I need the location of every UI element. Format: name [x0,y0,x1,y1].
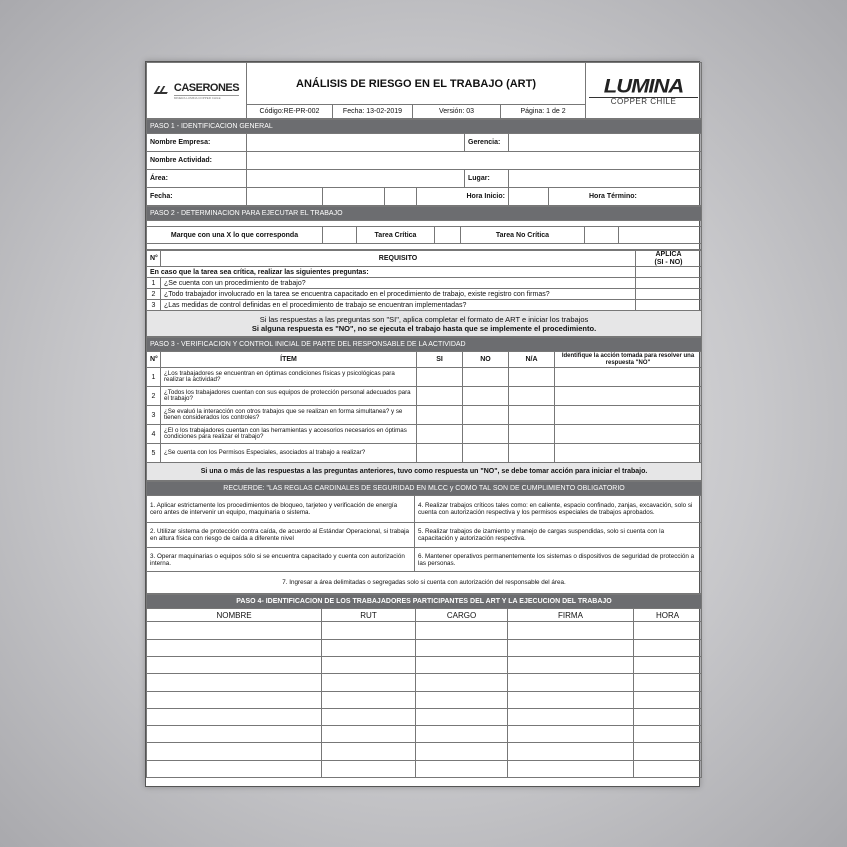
firma-field[interactable] [508,622,634,639]
nombre-empresa-label: Nombre Empresa: [147,134,247,152]
p3-col-si: SI [417,352,463,368]
p3-col-no: NO [463,352,509,368]
requisitos-table [146,250,702,337]
hora-field[interactable] [634,691,702,708]
nombre-field[interactable] [147,760,322,777]
p4-col-nombre: NOMBRE [147,609,322,622]
req-col-n: N° [147,251,161,267]
table-row [147,639,702,656]
paso4-title: PASO 4- IDENTIFICACION DE LOS TRABAJADORES PARTICIPANTES DEL ART Y LA EJECUCION DEL TRABAJO [147,595,702,609]
p4-col-cargo: CARGO [416,609,508,622]
no-field[interactable] [463,406,509,425]
lumina-logo-subtext: COPPER CHILE [589,97,698,106]
area-field[interactable] [247,170,465,188]
fecha-field-1[interactable] [247,188,323,206]
nombre-field[interactable] [147,656,322,673]
table-row: 2 ¿Todo trabajador involucrado en la tarea se encuentra capacitado en el procedimiento de trabajo, existe registro con firmas? [147,289,702,300]
nombre-actividad-field[interactable] [247,152,702,170]
lumina-logo [586,63,702,119]
p3-col-accion: Identifique la acción tomada para resolver una respuesta "NO" [555,352,702,368]
marque-blank [323,227,357,244]
rut-field[interactable] [322,743,416,760]
p4-col-firma: FIRMA [508,609,634,622]
na-field[interactable] [509,406,555,425]
caserones-mark-icon [154,84,172,98]
na-field[interactable] [509,425,555,444]
table-row: 5 ¿Se cuenta con los Permisos Especiales, asociados al trabajo a realizar? [147,444,702,463]
firma-field[interactable] [508,656,634,673]
table-row [147,743,702,760]
paso2-title: PASO 2 - DETERMINACION PARA EJECUTAR EL TRABAJO [147,207,702,221]
hora-field[interactable] [634,708,702,725]
si-field[interactable] [417,406,463,425]
paso1-section [146,119,702,206]
table-row [147,708,702,725]
firma-field[interactable] [508,639,634,656]
art-form-sheet [145,61,700,787]
req-caso-text: En caso que la tarea sea crítica, realizar las siguientes preguntas: [147,267,636,278]
paso3-title: PASO 3 - VERIFICACION Y CONTROL INICIAL DE PARTE DEL RESPONSABLE DE LA ACTIVIDAD [147,338,702,352]
req-aplica-field[interactable] [636,300,702,311]
fecha-field-3[interactable] [385,188,417,206]
hora-field[interactable] [634,674,702,691]
table-row: 3 ¿Las medidas de control definidas en el procedimiento de trabajo se encuentran implementadas? [147,300,702,311]
table-row: 3 ¿Se evaluó la interacción con otros trabajos que se realizan en forma simultanea? y se tienen considerados los controles? [147,406,702,425]
rut-field[interactable] [322,726,416,743]
tarea-blank [619,227,702,244]
table-row: 2 ¿Todos los trabajadores cuentan con sus equipos de protección personal adecuados para el trabajo? [147,387,702,406]
tarea-no-critica-label: Tarea No Crítica [461,227,585,244]
table-row [147,726,702,743]
rut-field[interactable] [322,656,416,673]
paso3-section [146,337,702,481]
cargo-field[interactable] [416,726,508,743]
regla-4: 4. Realizar trabajos críticos tales como: en caliente, espacio confinado, zanjas, excavación, solo si cuenta con autorización respectiva y los permisos especiales de trabajos aprobados. [415,496,702,523]
rut-field[interactable] [322,691,416,708]
hora-termino-label: Hora Término: [549,188,702,206]
lugar-label: Lugar: [465,170,509,188]
si-field[interactable] [417,387,463,406]
rut-field[interactable] [322,760,416,777]
no-field[interactable] [463,425,509,444]
hora-field[interactable] [634,622,702,639]
firma-field[interactable] [508,726,634,743]
regla-6: 6. Mantener operativos permanentemente los sistemas o dispositivos de seguridad de protección a las personas. [415,548,702,572]
doc-version: Versión: 03 [413,105,501,119]
doc-date: Fecha: 13-02-2019 [333,105,413,119]
req-col-requisito: REQUISITO [161,251,636,267]
cargo-field[interactable] [416,622,508,639]
na-field[interactable] [509,368,555,387]
nombre-field[interactable] [147,726,322,743]
regla-3: 3. Operar maquinarias o equipos sólo si se encuentra capacitado y cuenta con autorización interna. [147,548,415,572]
na-field[interactable] [509,444,555,463]
table-row: 1 ¿Los trabajadores se encuentran en óptimas condiciones físicas y psicológicas para realizar la actividad? [147,368,702,387]
table-row: 4 ¿El o los trabajadores cuentan con las herramientas y accesorios necesarios en óptimas condiciones para realizar el trabajo? [147,425,702,444]
si-field[interactable] [417,368,463,387]
cargo-field[interactable] [416,760,508,777]
p3-col-item: ÍTEM [161,352,417,368]
hora-inicio-field[interactable] [509,188,549,206]
accion-field[interactable] [555,387,702,406]
nombre-field[interactable] [147,639,322,656]
rut-field[interactable] [322,639,416,656]
nombre-field[interactable] [147,622,322,639]
paso2-message: Si las respuestas a las preguntas son "SI", aplica completar el formato de ART e iniciar los trabajos Si alguna respuesta es "NO", no se ejecuta el trabajo hasta que se implemente el procedimiento. [147,311,702,337]
nombre-empresa-field[interactable] [247,134,465,152]
nombre-field[interactable] [147,674,322,691]
hora-inicio-label: Hora Inicio: [417,188,509,206]
si-field[interactable] [417,444,463,463]
paso2-section [146,206,702,250]
accion-field[interactable] [555,444,702,463]
area-label: Área: [147,170,247,188]
doc-code: Código:RE-PR-002 [247,105,333,119]
regla-5: 5. Realizar trabajos de izamiento y manejo de cargas suspendidas, solo si cuenta con la capacitación y autorización respectiva. [415,523,702,548]
req-aplica-field[interactable] [636,289,702,300]
caserones-logo [147,63,247,119]
accion-field[interactable] [555,406,702,425]
table-row [147,674,702,691]
cargo-field[interactable] [416,743,508,760]
cargo-field[interactable] [416,674,508,691]
p4-col-hora: HORA [634,609,702,622]
reglas-title: RECUERDE: "LAS REGLAS CARDINALES DE SEGURIDAD EN MLCC y COMO TAL SON DE CUMPLIMIENTO OBLIGATORIO [147,482,702,496]
table-row [147,691,702,708]
cargo-field[interactable] [416,708,508,725]
accion-field[interactable] [555,425,702,444]
hora-field[interactable] [634,656,702,673]
nombre-field[interactable] [147,708,322,725]
cargo-field[interactable] [416,656,508,673]
firma-field[interactable] [508,691,634,708]
cargo-field[interactable] [416,639,508,656]
reglas-section [146,481,702,594]
tarea-no-critica-checkbox[interactable] [585,227,619,244]
lumina-logo-text: LUMINA [603,74,684,97]
rut-field[interactable] [322,622,416,639]
table-row [147,760,702,777]
paso4-section [146,594,702,778]
p3-col-na: N/A [509,352,555,368]
form-title: ANÁLISIS DE RIESGO EN EL TRABAJO (ART) [247,63,586,105]
nombre-actividad-label: Nombre Actividad: [147,152,247,170]
table-row [147,622,702,639]
paso3-message: Si una o más de las respuestas a las preguntas anteriores, tuvo como respuesta un "NO", se debe tomar acción para iniciar el trabajo. [147,463,702,481]
hora-field[interactable] [634,760,702,777]
nombre-field[interactable] [147,691,322,708]
no-field[interactable] [463,444,509,463]
regla-7: 7. Ingresar a área delimitadas o segregadas solo si cuenta con autorización del responsable del área. [147,572,702,594]
firma-field[interactable] [508,674,634,691]
caserones-logo-subtext: MINERA LUMINA COPPER CHILE [174,95,239,100]
cargo-field[interactable] [416,691,508,708]
p4-col-rut: RUT [322,609,416,622]
caserones-logo-text: CASERONES [173,81,240,94]
lugar-field[interactable] [509,170,702,188]
paso4-rows [147,622,702,778]
no-field[interactable] [463,368,509,387]
si-field[interactable] [417,425,463,444]
na-field[interactable] [509,387,555,406]
firma-field[interactable] [508,708,634,725]
hora-field[interactable] [634,639,702,656]
regla-2: 2. Utilizar sistema de protección contra caída, de acuerdo al Estándar Operacional, si trabaja en altura física con riesgo de caída a diferente nivel [147,523,415,548]
table-row [147,656,702,673]
tarea-critica-label: Tarea Crítica [357,227,435,244]
req-aplica-field[interactable] [636,278,702,289]
p3-col-n: N° [147,352,161,368]
hora-field[interactable] [634,726,702,743]
doc-page: Página: 1 de 2 [501,105,586,119]
rut-field[interactable] [322,674,416,691]
rut-field[interactable] [322,708,416,725]
form-header [146,62,702,119]
regla-1: 1. Aplicar estrictamente los procedimientos de bloqueo, tarjeteo y verificación de energía cero antes de intervenir un equipo, maquinaria o sistema. [147,496,415,523]
fecha-label: Fecha: [147,188,247,206]
firma-field[interactable] [508,743,634,760]
gerencia-field[interactable] [509,134,702,152]
paso1-title: PASO 1 - IDENTIFICACION GENERAL [147,120,702,134]
no-field[interactable] [463,387,509,406]
table-row: 1 ¿Se cuenta con un procedimiento de trabajo? [147,278,702,289]
tarea-critica-checkbox[interactable] [435,227,461,244]
marque-label: Marque con una X lo que corresponda [147,227,323,244]
gerencia-label: Gerencia: [465,134,509,152]
accion-field[interactable] [555,368,702,387]
hora-field[interactable] [634,743,702,760]
firma-field[interactable] [508,760,634,777]
nombre-field[interactable] [147,743,322,760]
fecha-field-2[interactable] [323,188,385,206]
req-col-aplica: APLICA (SI - NO) [636,251,702,267]
